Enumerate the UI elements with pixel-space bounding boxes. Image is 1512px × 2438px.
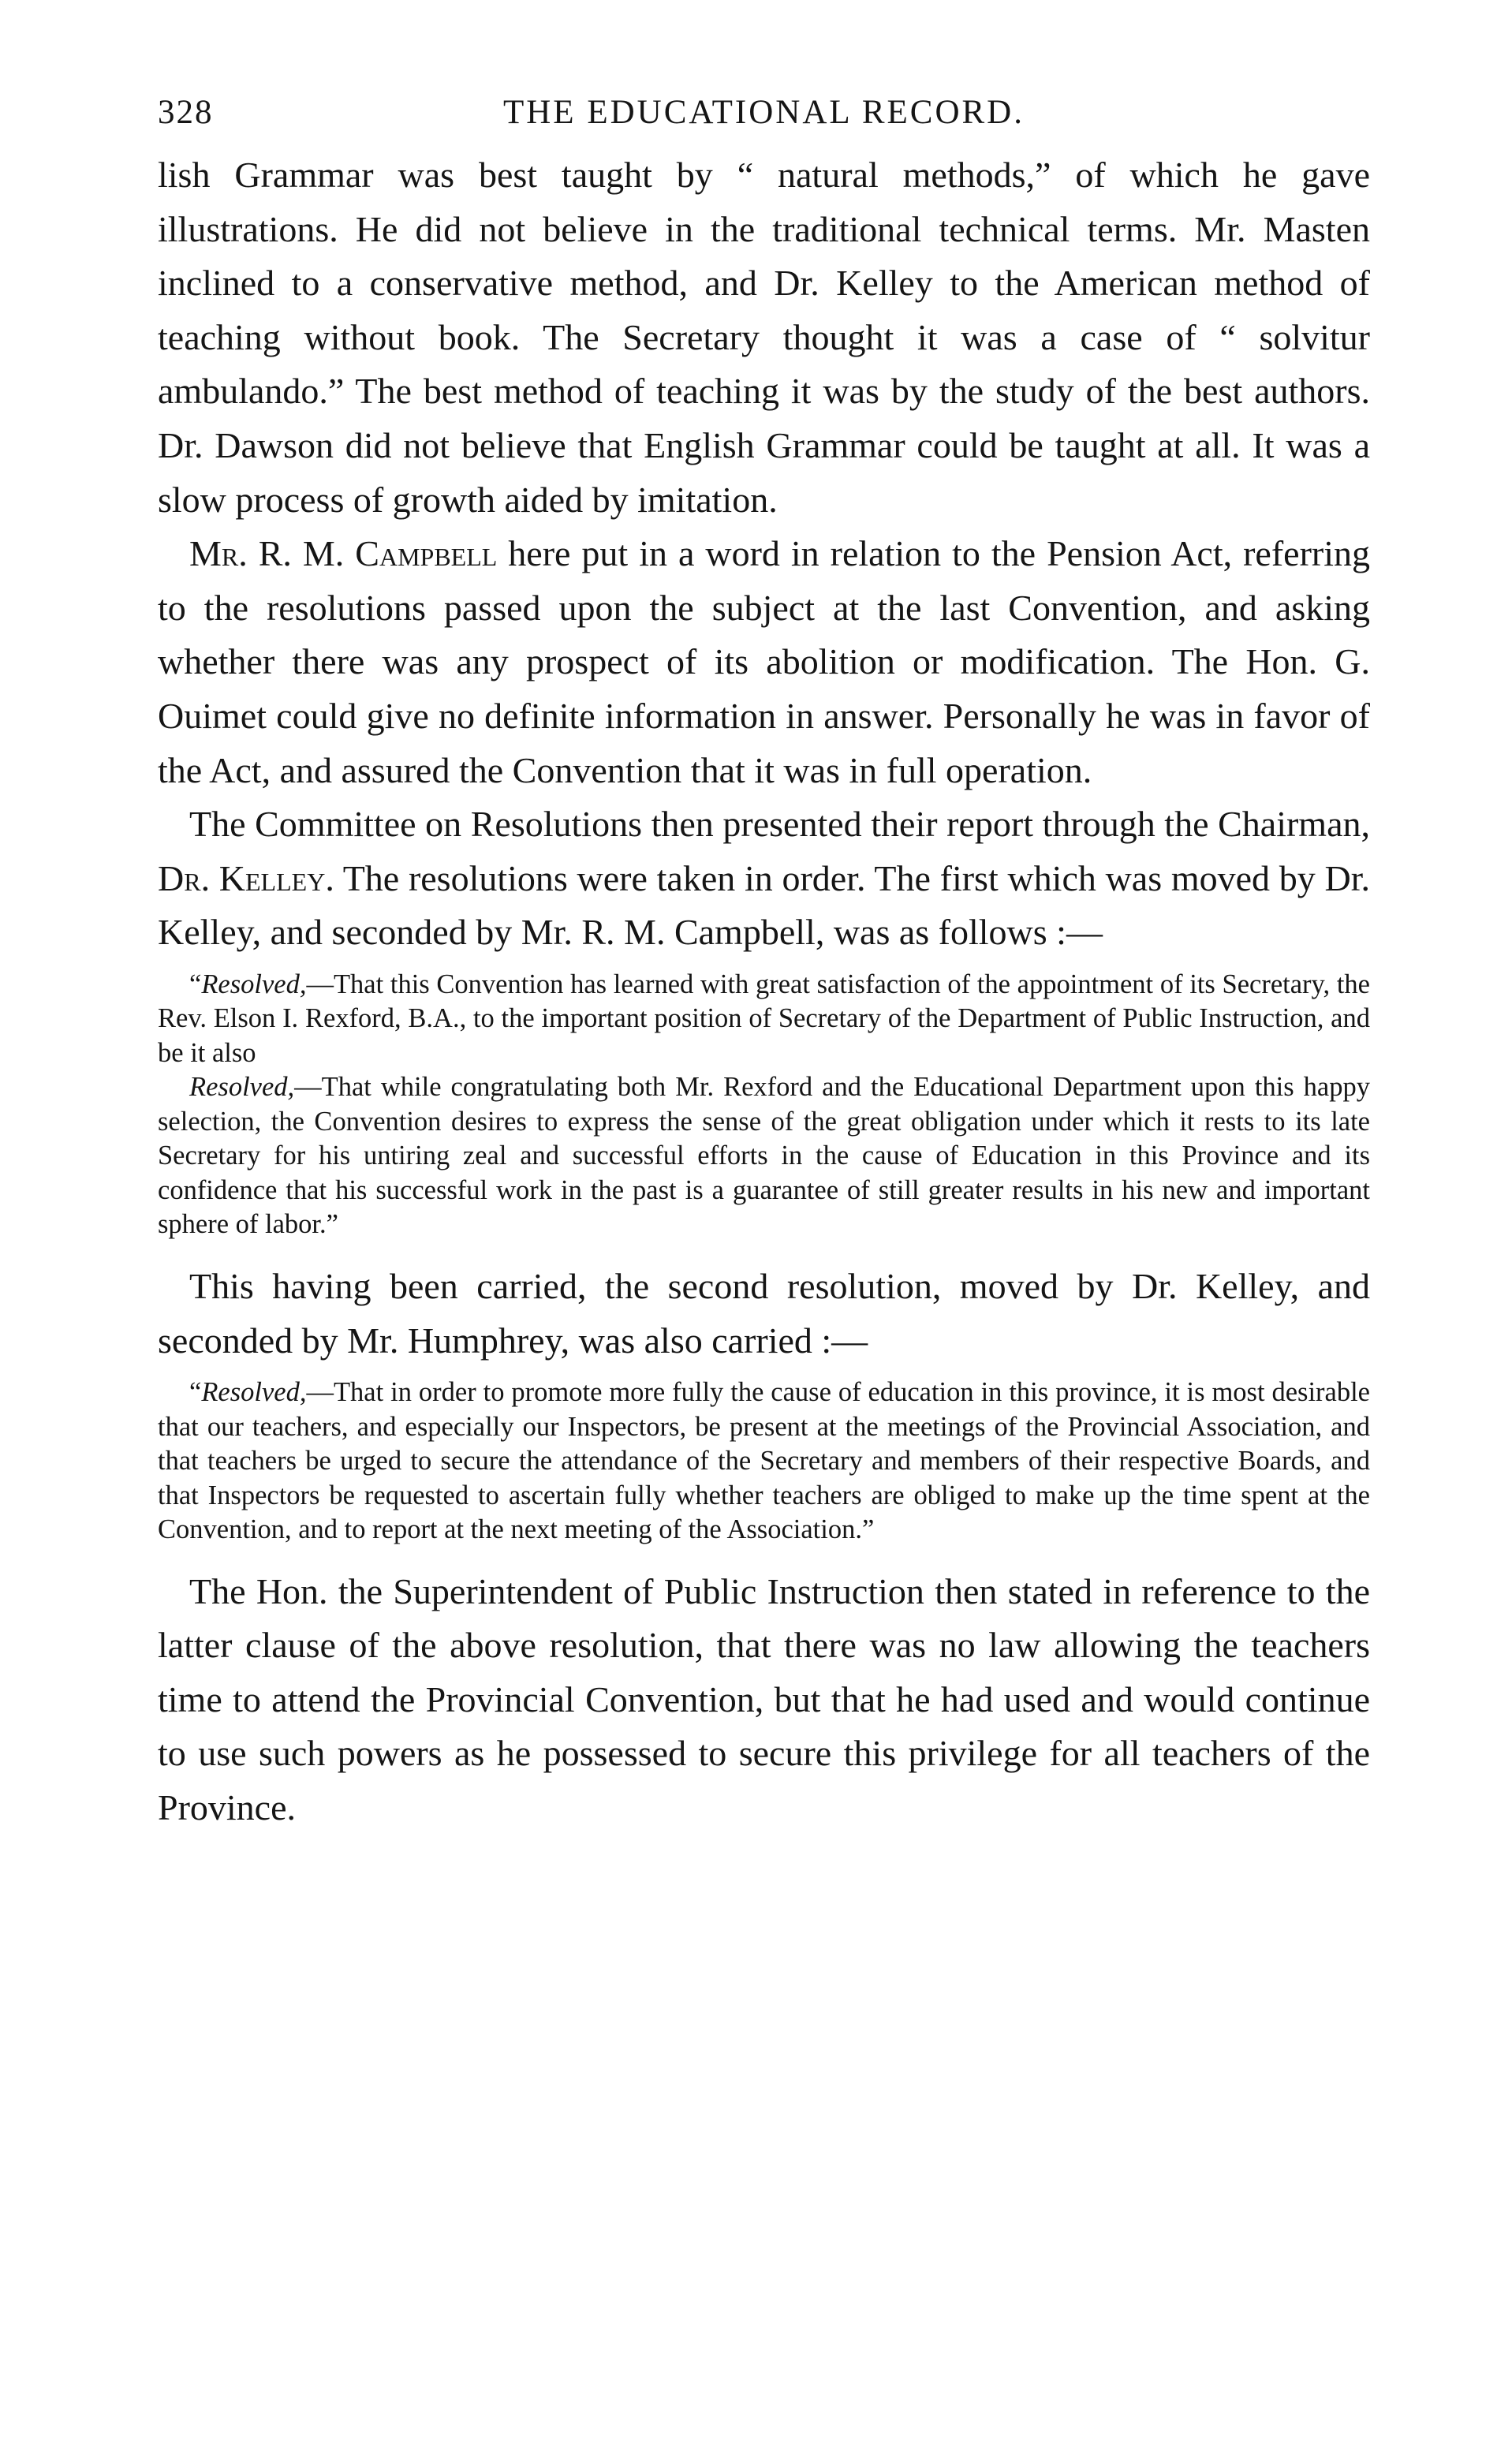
- journal-title: THE EDUCATIONAL RECORD.: [502, 94, 1025, 131]
- resolved-label: Resolved,: [189, 1072, 295, 1103]
- paragraph-committee-report: [158, 797, 1370, 960]
- paragraph-pension-act: [158, 527, 1370, 797]
- document-page: [0, 93, 1512, 2438]
- chairman-name: Dr. Kelley: [158, 857, 326, 898]
- first-resolution-text: —That this Convention has learned with great satisfaction of the appointment of its Secretary, the Rev. Elson I. Rexford, B.A., to the important position of Secretary of the Department of Public Instruction, and be it also: [158, 969, 1370, 1068]
- first-resolution-continued-text: —That while congratulating both Mr. Rexford and the Educational Department upon this happy selection, the Convention desires to express the sense of the great obligation under which it rests to its late Secretary for his untiring zeal and successful efforts in the cause of Education in this Province and its confidence that his successful work in the past is a guarantee of still greater results in his new and important sphere of labor.”: [158, 1072, 1370, 1240]
- open-quote: “: [189, 969, 202, 999]
- paragraph-pension-act-text: here put in a word in relation to the Pension Act, referring to the resolutions passed upon the subject at the last Convention, and asking whether there was any prospect of its abolition or modification. The Hon. G. Ouimet could give no definite information in answer. Personally he was in favor of the Act, and assured the Convention that it was in full operation.: [158, 533, 1370, 790]
- first-resolution: [158, 968, 1370, 1071]
- paragraph-second-resolution-intro: This having been carried, the second resolution, moved by Dr. Kelley, and seconded by Mr. Humphrey, was also carried :—: [158, 1265, 1370, 1361]
- second-resolution-text: —That in order to promote more fully the cause of education in this province, it is most desirable that our teachers, and especially our Inspectors, be present at the meetings of the Provincial Association, and that teachers be urged to secure the attendance of the Secretary and members of their respective Boards, and that Inspectors be requested to ascertain fully whether teachers are obliged to make up the time spent at the Convention, and to report at the next meeting of the Association.”: [158, 1377, 1370, 1545]
- second-resolution-block: [158, 1376, 1370, 1548]
- running-head: [158, 93, 1370, 148]
- first-resolution-continued: [158, 1070, 1370, 1242]
- paragraph-superintendent-statement: The Hon. the Superintendent of Public Instruction then stated in reference to the latter clause of the above resolution, that there was no law allowing the teachers time to attend the Provincial Convention, but that he had used and would continue to use such powers as he possessed to secure this privilege for all teachers of the Province.: [158, 1570, 1370, 1828]
- body-text: [158, 148, 1370, 1835]
- paragraph-grammar-discussion: lish Grammar was best taught by “ natural methods,” of which he gave illustrations. He did not believe in the traditional technical terms. Mr. Masten inclined to a conservative method, and Dr. Kelley to the American method of teaching without book. The Secretary thought it was a case of “ solvitur ambulando.” The best method of teaching it was by the study of the best authors. Dr. Dawson did not believe that English Grammar could be taught at all. It was a slow process of growth aided by imitation.: [158, 155, 1370, 520]
- resolved-label: Resolved,: [201, 1377, 307, 1408]
- first-resolution-block: [158, 968, 1370, 1242]
- resolved-label: Resolved,: [201, 969, 307, 999]
- committee-text-after: . The resolutions were taken in order. The first which was moved by Dr. Kelley, and seconded by Mr. R. M. Campbell, was as follows :—: [158, 857, 1370, 953]
- open-quote: “: [189, 1377, 202, 1408]
- committee-text-before: The Committee on Resolutions then presented their report through the Chairman,: [189, 804, 1370, 845]
- second-resolution: [158, 1376, 1370, 1548]
- speaker-name: Mr. R. M. Campbell: [189, 533, 498, 574]
- page-number: 328: [158, 94, 214, 131]
